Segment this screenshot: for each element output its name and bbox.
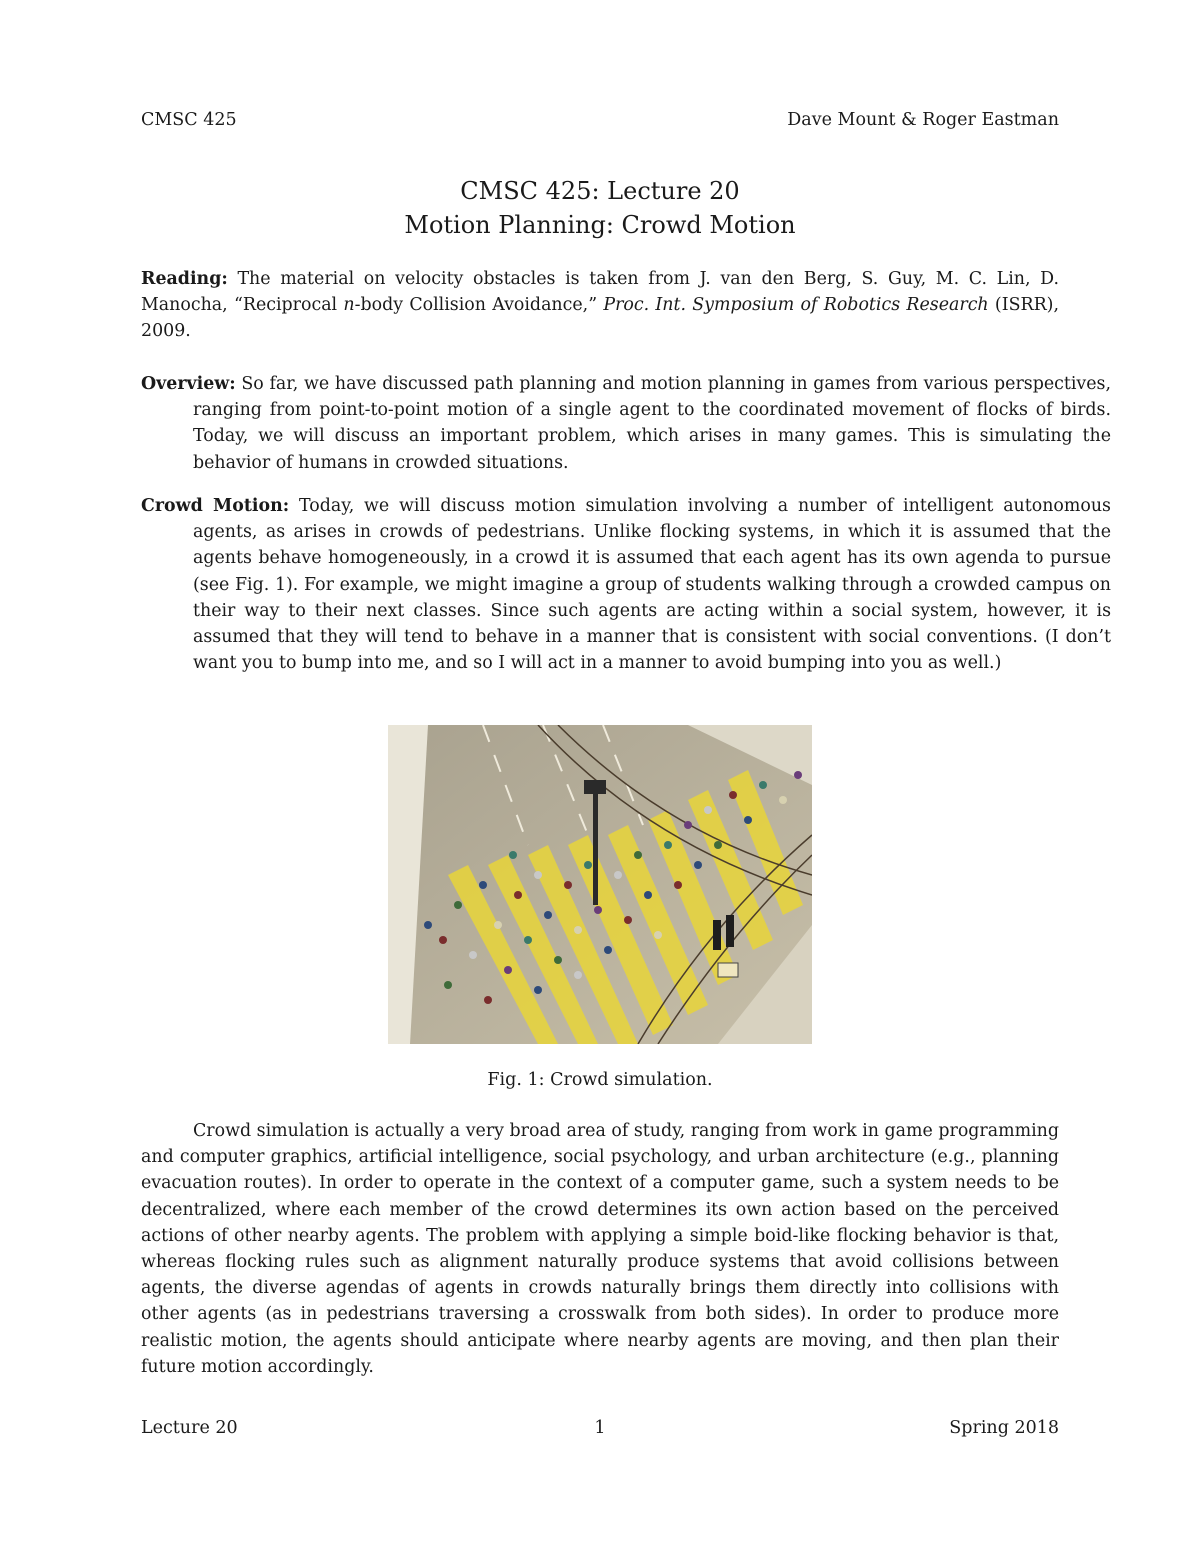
reading-label: Reading: — [141, 269, 228, 289]
header-course: CMSC 425 — [141, 110, 237, 130]
running-header — [141, 110, 1059, 136]
crowd-simulation-image — [388, 725, 812, 1044]
crowd-motion-paragraph — [141, 493, 1111, 676]
crowd-simulation-figure — [388, 725, 812, 1044]
crowd-motion-label: Crowd Motion: — [141, 496, 290, 516]
road-barrier — [718, 963, 738, 977]
footer-semester: Spring 2018 — [949, 1418, 1059, 1438]
reading-text-before: The material on velocity obstacles is taken from J. van den Berg, S. Guy, M. C. Lin, D. Manocha, “Reciprocal — [141, 269, 1059, 316]
reading-paragraph — [141, 266, 1059, 345]
reading-n: n — [343, 295, 355, 316]
overview-text: So far, we have discussed path planning and motion planning in games from various perspectives, ranging from point-to-point motion of a single agent to the coordinated movement of flocks of birds. Today, we will discuss an important problem, which arises in many games. This is simulating the behavior of humans in crowded situations. — [193, 374, 1111, 473]
footer-page-number: 1 — [594, 1418, 606, 1438]
reading-text-after: (ISRR), 2009. — [141, 295, 1059, 342]
figure-caption: Fig. 1: Crowd simulation. — [487, 1070, 713, 1090]
lecture-title — [0, 174, 1200, 242]
reading-venue: Proc. Int. Symposium of Robotics Research — [603, 295, 989, 316]
overview-paragraph — [141, 371, 1111, 476]
title-line-1: CMSC 425: Lecture 20 — [460, 177, 740, 205]
header-authors: Dave Mount & Roger Eastman — [787, 110, 1059, 130]
overview-label: Overview: — [141, 374, 236, 394]
crowd-motion-text: Today, we will discuss motion simulation involving a number of intelligent autonomous agents, as arises in crowds of pedestrians. Unlike flocking systems, in which it is assumed that the agents behave homogeneously, in a crowd it is assumed that each agent has its own agenda to pursue (see Fig. 1). For example, we might imagine a group of students walking through a crowded campus on their way to their next classes. Since such agents are acting within a social system, however, it is assumed that they will tend to behave in a manner that is consistent with social conventions. (I don’t want you to bump into me, and so I will act in a manner to avoid bumping into you as well.) — [193, 496, 1111, 674]
footer-lecture: Lecture 20 — [141, 1418, 238, 1438]
reading-text-mid: -body Collision Avoidance,” — [354, 295, 604, 316]
body-paragraph: Crowd simulation is actually a very broad area of study, ranging from work in game programming and computer graphics, artificial intelligence, social psychology, and urban architecture (e.g., planning evacuation routes). In order to operate in the context of a computer game, such a system needs to be decentralized, where each member of the crowd determines its own action based on the perceived actions of other nearby agents. The problem with applying a simple boid-like flocking behavior is that, whereas flocking rules such as alignment naturally produce systems that avoid collisions between agents, the diverse agendas of agents in crowds naturally brings them directly into collisions with other agents (as in pedestrians traversing a crosswalk from both sides). In order to produce more realistic motion, the agents should anticipate where nearby agents are moving, and then plan their future motion accordingly. — [141, 1121, 1059, 1377]
running-footer — [141, 1418, 1059, 1444]
title-line-2: Motion Planning: Crowd Motion — [404, 211, 796, 239]
